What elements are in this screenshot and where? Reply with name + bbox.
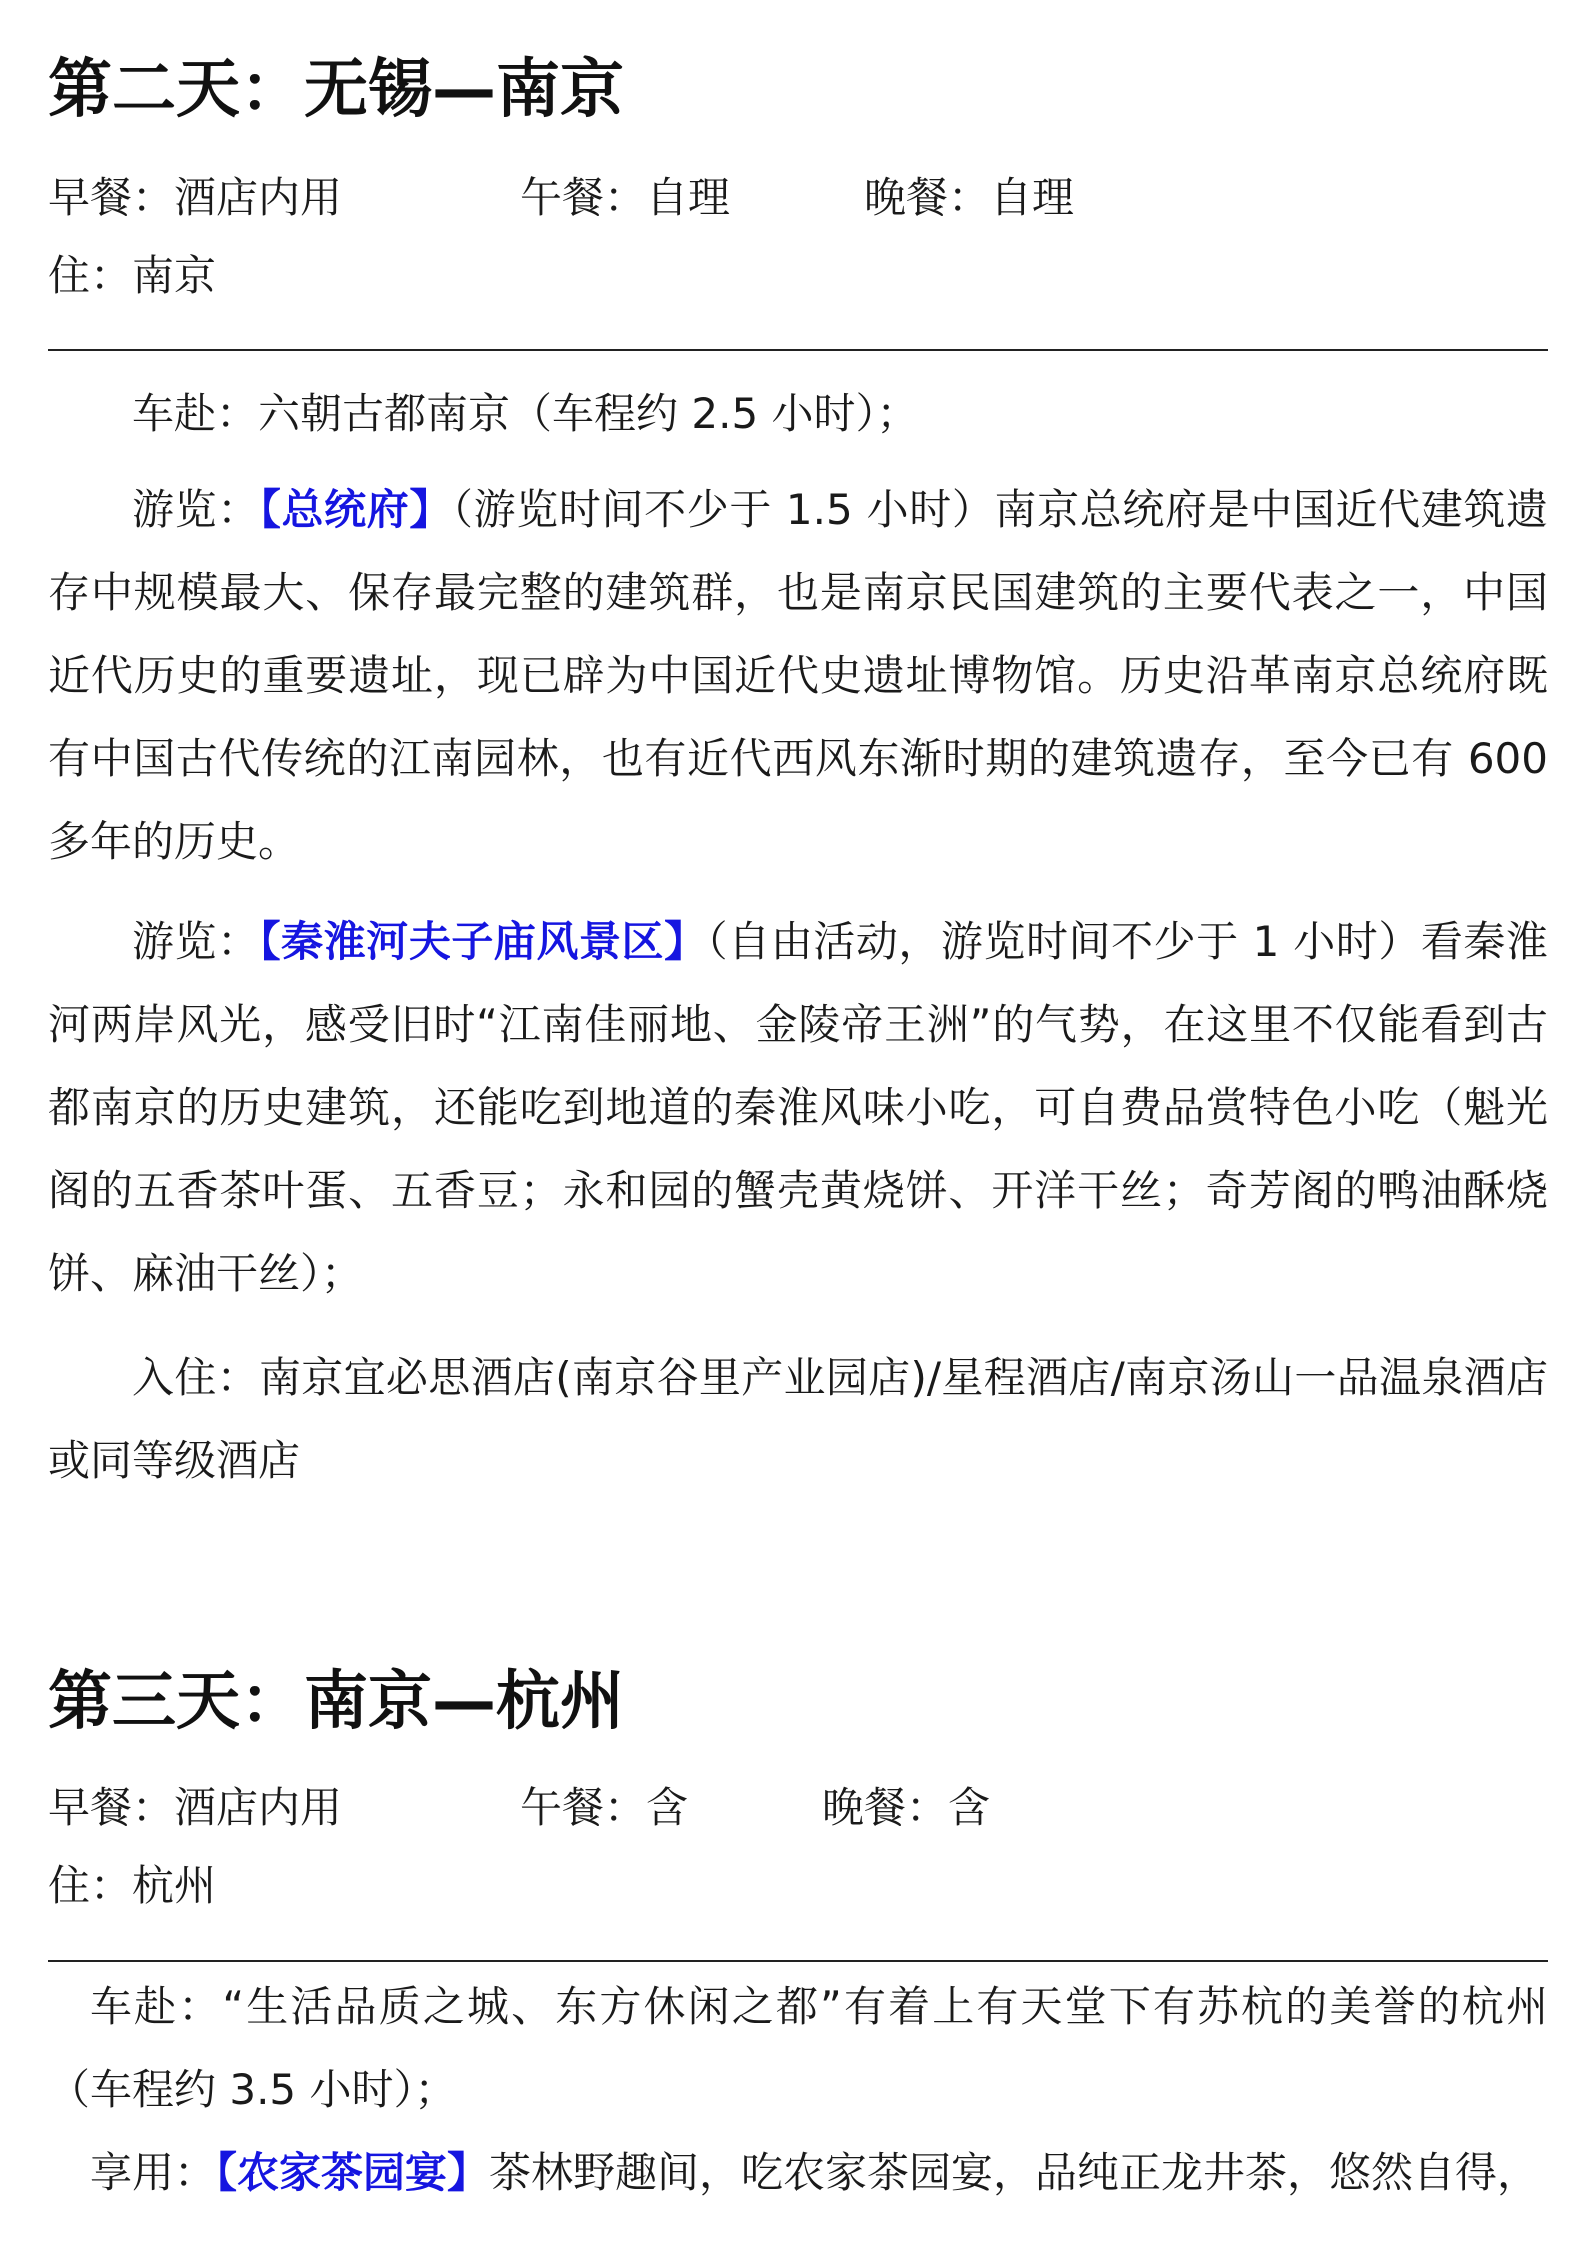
day2-hotel-text: 南京宜必思酒店(南京谷里产业园店)/星程酒店/南京汤山一品温泉酒店或同等级酒店 [48,1353,1548,1485]
day3-breakfast: 早餐：酒店内用 [48,1783,343,1832]
day2-visit2-label: 游览： [132,917,260,966]
day2-visit1-label: 游览： [132,485,260,534]
day3-transfer [48,1965,1548,2131]
day2-transfer-text: 六朝古都南京（车程约 2.5 小时）； [258,389,919,438]
day3-dinner: 晚餐：含 [822,1783,991,1832]
day3-lunch: 午餐：含 [520,1783,689,1832]
day2-hotel [48,1336,1548,1502]
day3-dining-highlight: 【农家茶园宴】 [216,2148,490,2197]
day2-visit-presidential-palace [48,468,1548,883]
day2-stay: 住：南京 [48,251,217,300]
day3-title: 第三天：南京—杭州 [48,1665,624,1739]
day2-visit1-highlight: 【总统府】 [259,485,452,534]
day3-transfer-text: “生活品质之城、东方休闲之都”有着上有天堂下有苏杭的美誉的杭州（车程约 3.5 小时）； [48,1982,1548,2114]
day2-dinner: 晚餐：自理 [864,173,1075,222]
day2-visit1-text: （游览时间不少于 1.5 小时）南京总统府是中国近代建筑遗存中规模最大、保存最完整的建筑群，也是南京民国建筑的主要代表之一，中国近代历史的重要遗址，现已辟为中国近代史遗址博物馆。历史沿革南京总统府既有中国古代传统的江南园林，也有近代西风东渐时期的建筑遗存，至今已有 600 多年的历史。 [48,485,1548,866]
day2-transfer-label: 车赴： [132,389,259,438]
day2-title: 第二天：无锡—南京 [48,53,624,127]
day3-dining [48,2131,1548,2214]
day2-visit2-highlight: 【秦淮河夫子庙风景区】 [259,917,707,966]
day2-meals [48,168,1548,228]
day2-hotel-label: 入住： [132,1353,259,1402]
day3-dining-label: 享用： [90,2148,217,2197]
day2-visit2-text: （自由活动，游览时间不少于 1 小时）看秦淮河两岸风光，感受旧时“江南佳丽地、金陵帝王洲”的气势，在这里不仅能看到古都南京的历史建筑，还能吃到地道的秦淮风味小吃，可自费品赏特色小吃（魁光阁的五香茶叶蛋、五香豆；永和园的蟹壳黄烧饼、开洋干丝；奇芳阁的鸭油酥烧饼、麻油干丝）； [48,917,1548,1298]
day2-transfer [48,372,1548,455]
day2-divider [48,349,1548,351]
day2-lunch: 午餐：自理 [520,173,731,222]
day3-transfer-label: 车赴： [90,1982,223,2031]
day3-dining-text: 茶林野趣间，吃农家茶园宴，品纯正龙井茶，悠然自得， [489,2148,1540,2197]
day3-divider [48,1960,1548,1962]
day3-meals [48,1778,1548,1838]
day3-stay: 住：杭州 [48,1861,217,1910]
day2-visit-qinhuai-river [48,900,1548,1315]
day2-breakfast: 早餐：酒店内用 [48,173,343,222]
